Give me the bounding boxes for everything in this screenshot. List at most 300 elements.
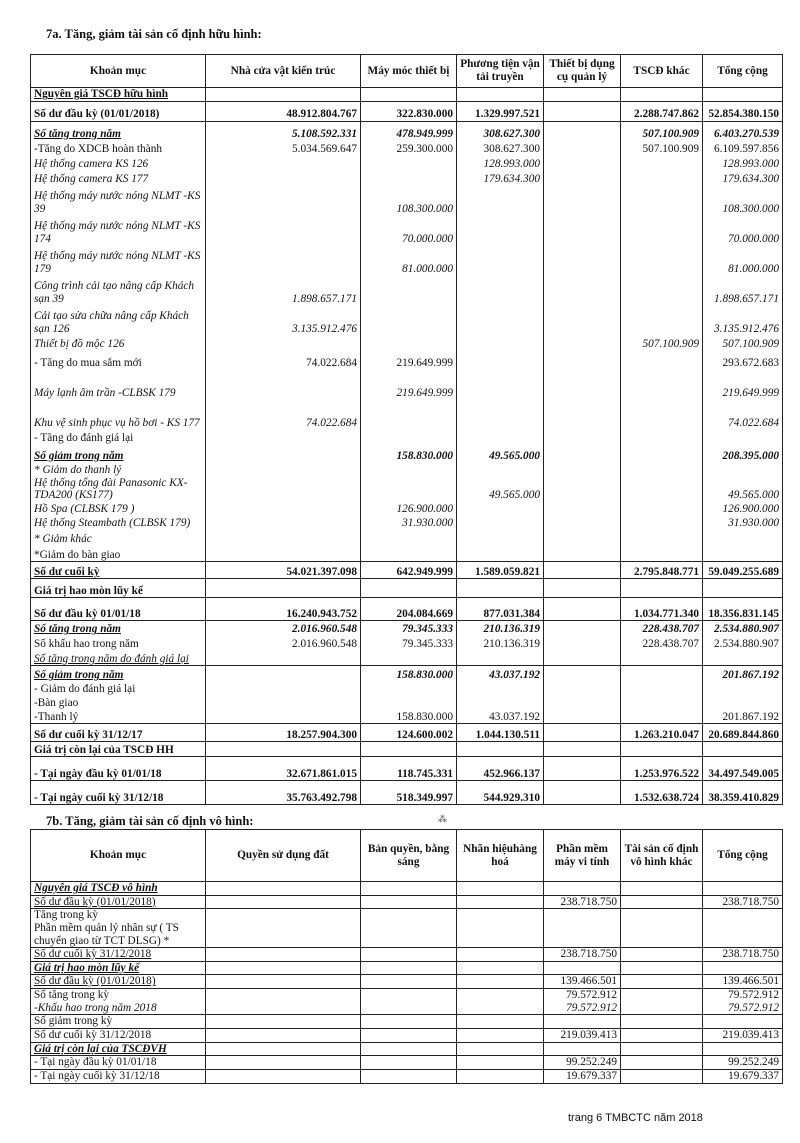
value-cell <box>361 579 457 598</box>
value-cell <box>621 246 703 276</box>
value-cell <box>457 948 544 962</box>
value-cell <box>703 546 783 562</box>
value-cell <box>457 216 544 246</box>
value-cell <box>457 651 544 666</box>
value-cell <box>544 306 621 336</box>
table-row <box>31 122 783 141</box>
value-cell <box>621 579 703 598</box>
value-cell <box>544 909 621 922</box>
row-label: Số khấu hao trong năm <box>31 636 206 651</box>
value-cell <box>621 989 703 1002</box>
value-cell <box>544 430 621 445</box>
value-cell: 79.345.333 <box>361 636 457 651</box>
table-row <box>31 516 783 530</box>
value-cell <box>206 696 361 710</box>
value-cell <box>457 882 544 896</box>
table-row <box>31 400 783 430</box>
value-cell: 43.037.192 <box>457 666 544 682</box>
value-cell <box>544 666 621 682</box>
value-cell: 2.795.848.771 <box>621 562 703 579</box>
value-cell: 507.100.909 <box>621 141 703 156</box>
value-cell <box>621 370 703 400</box>
value-cell: 70.000.000 <box>703 216 783 246</box>
value-cell: 5.034.569.647 <box>206 141 361 156</box>
value-cell: 507.100.909 <box>621 122 703 141</box>
value-cell <box>361 696 457 710</box>
value-cell <box>361 306 457 336</box>
value-cell <box>361 463 457 477</box>
table-row <box>31 895 783 909</box>
value-cell <box>206 1069 361 1083</box>
value-cell: 139.466.501 <box>544 975 621 989</box>
value-cell: 74.022.684 <box>206 400 361 430</box>
value-cell: 238.718.750 <box>703 895 783 909</box>
value-cell: 70.000.000 <box>361 216 457 246</box>
value-cell <box>621 1002 703 1015</box>
row-label: - Tại ngày đầu kỳ 01/01/18 <box>31 1056 206 1070</box>
value-cell: 6.403.270.539 <box>703 122 783 141</box>
table-row <box>31 909 783 922</box>
scan-mark: ⁂ <box>438 814 447 824</box>
value-cell <box>544 530 621 546</box>
value-cell <box>544 141 621 156</box>
table-row <box>31 546 783 562</box>
row-label: -Thanh lý <box>31 710 206 724</box>
header-tscd-vo-hinh-khac: Tài sản cố định vô hình khác <box>621 830 703 882</box>
value-cell <box>457 975 544 989</box>
header-khoan-muc: Khoản mục <box>31 55 206 88</box>
row-label: -Tăng do XDCB hoàn thành <box>31 141 206 156</box>
value-cell: 81.000.000 <box>703 246 783 276</box>
value-cell <box>457 1042 544 1056</box>
value-cell <box>206 186 361 216</box>
table-row <box>31 989 783 1002</box>
value-cell <box>206 1029 361 1043</box>
header-tong-cong: Tổng cộng <box>703 830 783 882</box>
value-cell: 18.356.831.145 <box>703 598 783 621</box>
value-cell <box>544 246 621 276</box>
value-cell <box>544 216 621 246</box>
value-cell <box>544 961 621 975</box>
value-cell <box>621 530 703 546</box>
value-cell: 54.021.397.098 <box>206 562 361 579</box>
value-cell: 126.900.000 <box>703 502 783 516</box>
value-cell <box>621 682 703 696</box>
value-cell: 99.252.249 <box>544 1056 621 1070</box>
value-cell <box>361 156 457 171</box>
row-label: - Tăng do đánh giá lại <box>31 430 206 445</box>
value-cell <box>361 1042 457 1056</box>
value-cell <box>621 445 703 463</box>
value-cell <box>621 1056 703 1070</box>
value-cell <box>361 742 457 757</box>
table-row <box>31 621 783 636</box>
value-cell: 31.930.000 <box>361 516 457 530</box>
value-cell <box>621 276 703 306</box>
value-cell <box>457 1015 544 1029</box>
table-row <box>31 1069 783 1083</box>
value-cell <box>206 171 361 186</box>
table-row <box>31 141 783 156</box>
table-row <box>31 351 783 370</box>
table-row <box>31 477 783 502</box>
table-row <box>31 502 783 516</box>
value-cell: 19.679.337 <box>703 1069 783 1083</box>
value-cell <box>457 502 544 516</box>
value-cell <box>621 156 703 171</box>
table-row <box>31 246 783 276</box>
value-cell <box>457 276 544 306</box>
table-row <box>31 370 783 400</box>
value-cell <box>621 742 703 757</box>
value-cell: 74.022.684 <box>206 351 361 370</box>
value-cell <box>544 757 621 781</box>
value-cell <box>206 742 361 757</box>
value-cell <box>206 430 361 445</box>
value-cell: 43.037.192 <box>457 710 544 724</box>
row-label: Số tăng trong kỳ <box>31 989 206 1002</box>
table-row <box>31 171 783 186</box>
table-row <box>31 579 783 598</box>
table-row <box>31 562 783 579</box>
value-cell <box>621 88 703 102</box>
value-cell <box>457 1056 544 1070</box>
value-cell: 208.395.000 <box>703 445 783 463</box>
value-cell: 128.993.000 <box>457 156 544 171</box>
table-row <box>31 666 783 682</box>
value-cell <box>544 336 621 351</box>
value-cell: 293.672.683 <box>703 351 783 370</box>
value-cell: 219.649.999 <box>703 370 783 400</box>
value-cell <box>544 742 621 757</box>
value-cell <box>361 882 457 896</box>
value-cell: 158.830.000 <box>361 710 457 724</box>
value-cell <box>206 961 361 975</box>
value-cell <box>206 216 361 246</box>
value-cell <box>206 445 361 463</box>
value-cell <box>703 696 783 710</box>
value-cell <box>361 922 457 948</box>
row-label: Số dư cuối kỳ 31/12/2018 <box>31 948 206 962</box>
row-label: -Bàn giao <box>31 696 206 710</box>
row-label: Hệ thống máy nước nóng NLMT -KS 39 <box>31 186 206 216</box>
table-row <box>31 336 783 351</box>
value-cell: 308.627.300 <box>457 141 544 156</box>
row-label: Số dư đầu kỳ (01/01/2018) <box>31 975 206 989</box>
header-nhan-hieu: Nhãn hiệuhàng hoá <box>457 830 544 882</box>
value-cell <box>457 186 544 216</box>
value-cell <box>544 579 621 598</box>
value-cell <box>457 336 544 351</box>
value-cell: 544.929.310 <box>457 781 544 805</box>
value-cell <box>544 1015 621 1029</box>
table-row <box>31 88 783 102</box>
value-cell <box>457 682 544 696</box>
value-cell <box>703 463 783 477</box>
value-cell <box>621 909 703 922</box>
value-cell <box>206 1002 361 1015</box>
value-cell: 3.135.912.476 <box>206 306 361 336</box>
value-cell <box>544 621 621 636</box>
value-cell <box>703 530 783 546</box>
value-cell: 126.900.000 <box>361 502 457 516</box>
value-cell <box>206 922 361 948</box>
value-cell <box>544 562 621 579</box>
value-cell: 81.000.000 <box>361 246 457 276</box>
value-cell: 1.263.210.047 <box>621 724 703 742</box>
value-cell <box>621 430 703 445</box>
value-cell: 228.438.707 <box>621 621 703 636</box>
value-cell: 2.016.960.548 <box>206 636 361 651</box>
value-cell: 877.031.384 <box>457 598 544 621</box>
table-row <box>31 922 783 948</box>
value-cell <box>621 710 703 724</box>
value-cell: 1.898.657.171 <box>703 276 783 306</box>
value-cell: 259.300.000 <box>361 141 457 156</box>
table-row <box>31 682 783 696</box>
row-label: - Tăng do mua sắm mới <box>31 351 206 370</box>
header-khoan-muc: Khoản mục <box>31 830 206 882</box>
value-cell <box>703 961 783 975</box>
value-cell <box>206 1015 361 1029</box>
value-cell <box>206 682 361 696</box>
table-row <box>31 156 783 171</box>
value-cell: 16.240.943.752 <box>206 598 361 621</box>
value-cell <box>206 989 361 1002</box>
value-cell: 478.949.999 <box>361 122 457 141</box>
value-cell <box>361 989 457 1002</box>
header-thiet-bi: Thiết bị dụng cụ quản lý <box>544 55 621 88</box>
value-cell: 2.016.960.548 <box>206 621 361 636</box>
value-cell <box>544 651 621 666</box>
value-cell <box>206 88 361 102</box>
value-cell: 79.572.912 <box>703 1002 783 1015</box>
row-label: Hệ thống camera KS 126 <box>31 156 206 171</box>
table-row <box>31 636 783 651</box>
header-ban-quyen: Bản quyền, bằng sáng <box>361 830 457 882</box>
value-cell <box>703 88 783 102</box>
value-cell <box>621 186 703 216</box>
value-cell: 18.257.904.300 <box>206 724 361 742</box>
table-row <box>31 445 783 463</box>
value-cell <box>206 530 361 546</box>
row-label: Hệ thống camera KS 177 <box>31 171 206 186</box>
value-cell <box>544 696 621 710</box>
value-cell <box>703 1015 783 1029</box>
value-cell: 49.565.000 <box>703 477 783 502</box>
value-cell: 507.100.909 <box>621 336 703 351</box>
table-row <box>31 724 783 742</box>
row-label: Phần mềm quản lý nhân sự ( TS chuyển giao từ TCT DLSG) * <box>31 922 206 948</box>
value-cell: 128.993.000 <box>703 156 783 171</box>
value-cell: 35.763.492.798 <box>206 781 361 805</box>
value-cell <box>703 682 783 696</box>
value-cell <box>621 895 703 909</box>
value-cell: 1.034.771.340 <box>621 598 703 621</box>
header-nha-cua: Nhà cửa vật kiến trúc <box>206 55 361 88</box>
value-cell: 452.966.137 <box>457 757 544 781</box>
row-label: - Tại ngày cuối kỳ 31/12/18 <box>31 1069 206 1083</box>
value-cell <box>544 171 621 186</box>
row-label: Giá trị còn lại của TSCĐVH <box>31 1042 206 1056</box>
row-label: Khu vệ sinh phục vụ hồ bơi - KS 177 <box>31 400 206 430</box>
value-cell: 308.627.300 <box>457 122 544 141</box>
value-cell <box>206 502 361 516</box>
row-label: Hệ thống tổng đài Panasonic KX-TDA200 (KS177) <box>31 477 206 502</box>
value-cell <box>457 961 544 975</box>
value-cell <box>361 477 457 502</box>
value-cell <box>206 516 361 530</box>
value-cell <box>457 989 544 1002</box>
value-cell: 108.300.000 <box>361 186 457 216</box>
value-cell <box>621 1029 703 1043</box>
value-cell: 1.898.657.171 <box>206 276 361 306</box>
value-cell <box>621 948 703 962</box>
value-cell: 139.466.501 <box>703 975 783 989</box>
row-label: Số giảm trong năm <box>31 445 206 463</box>
value-cell <box>361 430 457 445</box>
value-cell <box>361 1002 457 1015</box>
value-cell <box>703 651 783 666</box>
value-cell: 31.930.000 <box>703 516 783 530</box>
value-cell <box>206 882 361 896</box>
value-cell: 1.253.976.522 <box>621 757 703 781</box>
value-cell <box>361 1029 457 1043</box>
value-cell: 158.830.000 <box>361 666 457 682</box>
value-cell: 219.649.999 <box>361 351 457 370</box>
value-cell: 219.039.413 <box>544 1029 621 1043</box>
value-cell <box>544 400 621 430</box>
value-cell <box>621 1042 703 1056</box>
value-cell <box>621 975 703 989</box>
value-cell: 179.634.300 <box>457 171 544 186</box>
table-row <box>31 1029 783 1043</box>
value-cell: 5.108.592.331 <box>206 122 361 141</box>
value-cell <box>457 696 544 710</box>
value-cell: 228.438.707 <box>621 636 703 651</box>
value-cell <box>621 216 703 246</box>
value-cell <box>206 546 361 562</box>
value-cell <box>457 546 544 562</box>
value-cell <box>457 895 544 909</box>
value-cell <box>206 1042 361 1056</box>
value-cell <box>544 88 621 102</box>
value-cell <box>621 651 703 666</box>
value-cell <box>457 579 544 598</box>
value-cell: 124.600.002 <box>361 724 457 742</box>
value-cell <box>621 477 703 502</box>
value-cell <box>457 246 544 276</box>
row-label: - Tại ngày cuối kỳ 31/12/18 <box>31 781 206 805</box>
value-cell <box>457 400 544 430</box>
table-row <box>31 882 783 896</box>
value-cell <box>361 1056 457 1070</box>
value-cell: 108.300.000 <box>703 186 783 216</box>
value-cell <box>544 636 621 651</box>
value-cell <box>544 1042 621 1056</box>
table-row <box>31 961 783 975</box>
value-cell <box>457 922 544 948</box>
value-cell: 74.022.684 <box>703 400 783 430</box>
table-row <box>31 1002 783 1015</box>
value-cell <box>361 961 457 975</box>
value-cell <box>457 430 544 445</box>
value-cell <box>206 948 361 962</box>
value-cell <box>621 922 703 948</box>
value-cell: 32.671.861.015 <box>206 757 361 781</box>
value-cell <box>206 710 361 724</box>
value-cell <box>544 502 621 516</box>
row-label: Hồ Spa (CLBSK 179 ) <box>31 502 206 516</box>
value-cell <box>621 666 703 682</box>
row-label: Giá trị còn lại của TSCĐ HH <box>31 742 206 757</box>
value-cell <box>206 156 361 171</box>
value-cell <box>544 102 621 122</box>
table-row <box>31 463 783 477</box>
value-cell <box>361 948 457 962</box>
value-cell <box>621 171 703 186</box>
value-cell: 79.345.333 <box>361 621 457 636</box>
value-cell: 2.534.880.907 <box>703 621 783 636</box>
value-cell <box>457 1029 544 1043</box>
header-phan-mem: Phần mềm máy vi tính <box>544 830 621 882</box>
value-cell: 99.252.249 <box>703 1056 783 1070</box>
value-cell: 238.718.750 <box>544 895 621 909</box>
value-cell: 219.649.999 <box>361 370 457 400</box>
value-cell <box>621 961 703 975</box>
value-cell <box>361 975 457 989</box>
row-label: Giá trị hao mòn lũy kế <box>31 961 206 975</box>
table-row <box>31 430 783 445</box>
value-cell <box>544 710 621 724</box>
value-cell: 201.867.192 <box>703 666 783 682</box>
tangible-assets-table <box>30 54 783 805</box>
value-cell <box>703 742 783 757</box>
value-cell <box>544 445 621 463</box>
row-label: *Giảm do bàn giao <box>31 546 206 562</box>
value-cell <box>206 666 361 682</box>
header-quyen-su-dung-dat: Quyền sử dụng đất <box>206 830 361 882</box>
table-row <box>31 186 783 216</box>
value-cell <box>544 186 621 216</box>
section-7b-title: 7b. Tăng, giảm tài sản cố định vô hình: <box>46 814 254 828</box>
value-cell: 507.100.909 <box>703 336 783 351</box>
value-cell: 3.135.912.476 <box>703 306 783 336</box>
value-cell: 238.718.750 <box>703 948 783 962</box>
row-label: Cải tạo sửa chữa nâng cấp Khách sạn 126 <box>31 306 206 336</box>
value-cell <box>457 742 544 757</box>
value-cell <box>544 477 621 502</box>
value-cell: 49.565.000 <box>457 445 544 463</box>
value-cell: 1.044.130.511 <box>457 724 544 742</box>
value-cell: 322.830.000 <box>361 102 457 122</box>
value-cell <box>703 909 783 922</box>
table-row <box>31 696 783 710</box>
value-cell: 518.349.997 <box>361 781 457 805</box>
table-row <box>31 948 783 962</box>
value-cell <box>544 370 621 400</box>
value-cell <box>544 598 621 621</box>
row-label: Số dư đầu kỳ (01/01/2018) <box>31 895 206 909</box>
table-row <box>31 276 783 306</box>
value-cell <box>457 306 544 336</box>
value-cell <box>544 922 621 948</box>
intangible-assets-table <box>30 829 783 1084</box>
value-cell: 79.572.912 <box>703 989 783 1002</box>
value-cell <box>206 477 361 502</box>
value-cell <box>544 351 621 370</box>
row-label: Số tăng trong năm <box>31 621 206 636</box>
